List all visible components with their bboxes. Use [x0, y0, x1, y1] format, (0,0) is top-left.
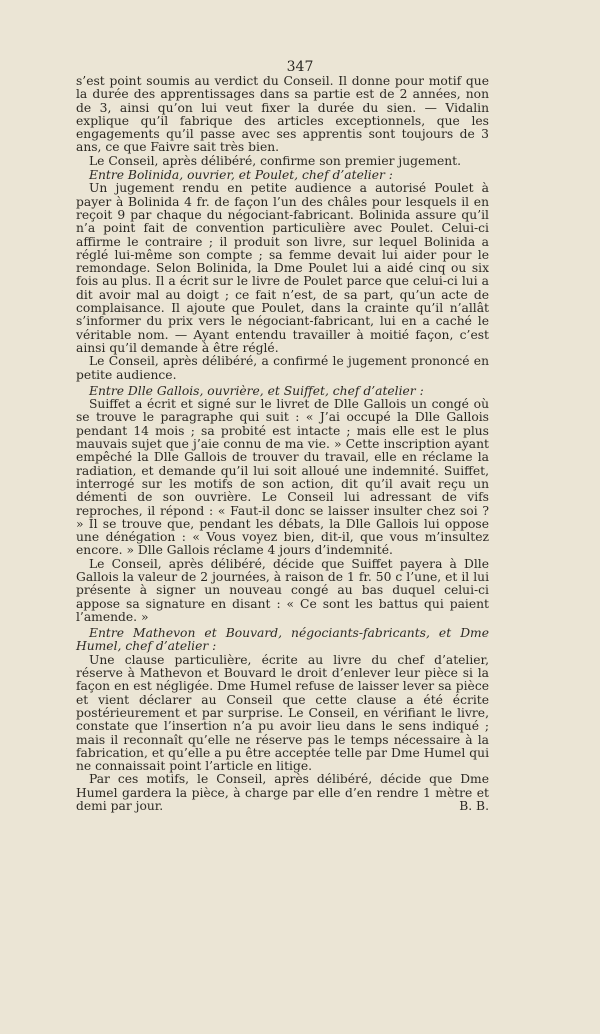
verdict-4-text: Par ces motifs, le Conseil, après délibéré, décide que Dme Humel gardera la pièce, à charge par elle d’en rendre 1 mètre et demi par jour. [76, 772, 489, 814]
paragraph-verdict-4 [76, 773, 489, 813]
case-heading-mathevon-humel: Entre Mathevon et Bouvard, négociants-fabricants, et Dme Humel, chef d’atelier : [76, 626, 489, 654]
paragraph-bolinida-case: Un jugement rendu en petite audience a autorisé Poulet à payer à Bolinida 4 fr. de façon l’un des châles pour lesquels il en reçoit 9 par chaque du négociant-fabricant. Bolinida assure qu’il n’a point fait de convention particulière avec Poulet. Celui-ci affirme le contraire ; il produit son livre, sur lequel Bolinida a réglé lui-même son compte ; sa femme devait lui aider pour le remondage. Selon Bolinida, la Dme Poulet lui a aidé cinq ou six fois au plus. Il a écrit sur le livre de Poulet parce que celui-ci lui a dit avoir mal au doigt ; ce fait n’est, de sa part, qu’un acte de complaisance. Il ajoute que Poulet, dans la crainte qu’il n’allât s’informer du prix vers le négociant-fabricant, lui en a caché le véritable nom. — Ayant entendu travailler à moitié façon, c’est ainsi qu’il demande à être réglé. [76, 181, 489, 355]
paragraph-verdict-2: Le Conseil, après délibéré, a confirmé le jugement prononcé en petite audience. [76, 354, 489, 382]
paragraph-gallois-case: Suiffet a écrit et signé sur le livret de Dlle Gallois un congé où se trouve le paragraphe qui suit : « J’ai occupé la Dlle Gallois pendant 14 mois ; sa probité est intacte ; mais elle est le plus mauvais sujet que j’aie connu de ma vie. » Cette inscription ayant empêché la Dlle Gallois de trouver du travail, elle en réclame la radiation, et demande qu’il lui soit alloué une indemnité. Suiffet, interrogé sur les motifs de son action, dit qu’il avait reçu un démenti de son ouvrière. Le Conseil lui adressant de vifs reproches, il répond : « Faut-il donc se laisser insulter chez soi ? » Il se trouve que, pendant les débats, la Dlle Gallois lui oppose une dénégation : « Vous voyez bien, dit-il, que vous m’insultez encore. » Dlle Gallois réclame 4 jours d’indemnité. [76, 397, 489, 558]
paragraph-verdict-1: Le Conseil, après délibéré, confirme son premier jugement. [89, 153, 462, 168]
case-heading-bolinida-poulet: Entre Bolinida, ouvrier, et Poulet, chef d’atelier : [89, 168, 393, 183]
case-heading-gallois-suiffet: Entre Dlle Gallois, ouvrière, et Suiffet, chef d’atelier : [89, 383, 424, 398]
page-number: 347 [286, 59, 314, 75]
author-signature: B. B. [459, 799, 489, 814]
paragraph-humel-case: Une clause particulière, écrite au livre du chef d’atelier, réserve à Mathevon et Bouvard le droit d’enlever leur pièce si la façon en est négligée. Dme Humel refuse de laisser lever sa pièce et vient déclarer au Conseil que cette clause a été écrite postérieurement et par surprise. Le Conseil, en vérifiant le livre, constate que l’insertion n’a pu avoir lieu dans le sens indiqué ; mais il reconnaît qu’elle ne réserve pas le temps nécessaire à la fabrication, et qu’elle a pu être acceptée telle par Dme Humel qui ne connaissait point l’article en litige. [76, 652, 489, 774]
paragraph-verdict-3: Le Conseil, après délibéré, décide que Suiffet payera à Dlle Gallois la valeur de 2 journées, à raison de 1 fr. 50 c l’une, et il lui présente à signer un nouveau congé au bas duquel celui-ci appose sa signature en disant : « Ce sont les battus qui paient l’amende. » [76, 556, 489, 624]
article-text [76, 56, 489, 813]
paragraph-vidalin-continuation: s’est point soumis au verdict du Conseil. Il donne pour motif que la durée des apprentissages dans sa partie est de 2 années, non de 3, ainsi qu’on lui veut fixer la durée du sien. — Vidalin explique qu’il fabrique des articles exceptionnels, que les engagements qu’il passe avec ses apprentis sont toujours de 3 ans, ce que Faivre sait très bien. [76, 74, 489, 155]
